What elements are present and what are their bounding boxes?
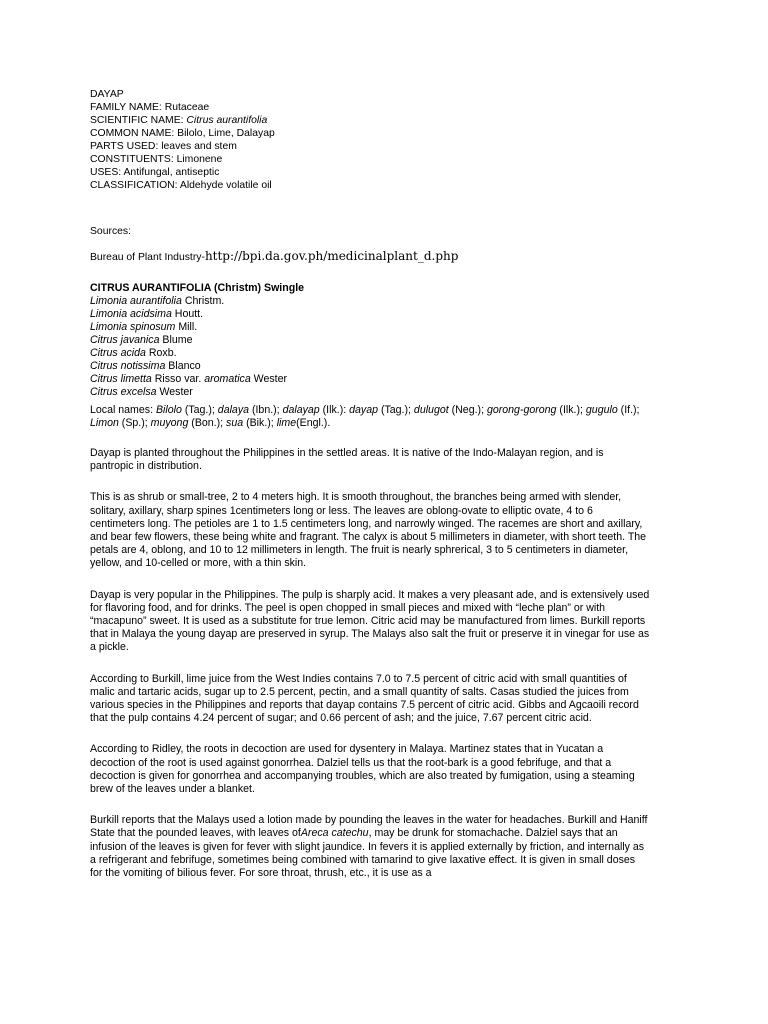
scientific-name-value: Citrus aurantifolia [186,115,268,126]
synonym-item [90,308,650,321]
common-name-label: COMMON NAME: [90,128,178,139]
parts-used-line [90,140,650,153]
synonym-item [90,321,650,334]
paragraph-leaves-part2: , may be drunk for stomachache. Dalziel says that an infusion of the leaves is given for fever with slight jaundice. In fevers it is applied externally by friction, and internally as a refrigerant and febrifuge, sometimes being combined with tamarind to give laxative effect. It is given in small doses for the vomiting of bilious fever. For sore throat, thrush, etc., it is use as a [90,827,645,880]
constituents-value: Limonene [176,154,223,165]
family-name-value: Rutaceae [164,102,210,113]
parts-used-label: PARTS USED: [90,141,162,152]
uses-line [90,166,650,179]
local-name-source: (Sp.); [118,417,151,429]
synonym-author: Houtt. [171,308,204,320]
source-bureau: Bureau of Plant Industry- [90,252,205,263]
paragraph-description: This is as shrub or small-tree, 2 to 4 meters high. It is smooth throughout, the branches being armed with slender, solitary, axillary, sharp spines 1centimeters long or less. The leaves are oblong-ovate to elliptic ovate, 4 to 6 centimeters long. The petioles are 1 to 1.5 centimeters long, and narrowly winged. The racemes are short and axillary, and bear few flowers, these being white and fragrant. The calyx is about 5 millimeters in diameter, with short teeth. The petals are 4, oblong, and 10 to 12 millimeters in length. The fruit is nearly sphrerical, 3 to 5 centimeters in diameter, yellow, and 10-celled or more, with a thin skin. [90,491,647,570]
synonym-author: Blume [159,334,193,346]
local-name-source: (Tag.); [181,404,218,416]
paragraph-distribution: Dayap is planted throughout the Philippines in the settled areas. It is native of the Indo-Malayan region, and is pantropic in distribution. [90,447,604,473]
synonym-author: Blanco [165,360,201,372]
local-name-source: (Bon.); [188,417,227,429]
synonym-author: Risso var. [151,373,205,385]
parts-used-value: leaves and stem [161,141,237,152]
constituents-line [90,153,650,166]
local-name-source: (Ilk.): [319,404,350,416]
common-name-line [90,127,650,140]
plant-info-block [90,88,650,192]
local-names [90,404,650,430]
synonym-variety-author: Wester [250,373,288,385]
paragraph-leaves [90,814,650,880]
classification-label: CLASSIFICATION: [90,180,180,191]
uses-label: USES: [90,167,124,178]
common-name-value: Bilolo, Lime, Dalayap [177,128,275,139]
synonym-name: Limonia acidsima [90,308,172,320]
synonym-list [90,295,650,399]
paragraph-leaves-part1: Burkill reports that the Malays used a lotion made by pounding the leaves in the water for headaches. Burkill and Haniff State that the pounded leaves, with leaves of [90,814,648,840]
local-name-source: (Ibn.); [249,404,283,416]
synonym-author: Christm. [181,295,225,307]
synonym-name: Citrus notissima [90,360,166,372]
local-name: sua [226,417,244,429]
paragraph-leaves-species: Areca catechu [300,827,369,840]
classification-line [90,179,650,192]
synonym-variety: aromatica [204,373,251,385]
synonym-item [90,334,650,347]
source-url-link[interactable]: http://bpi.da.gov.ph/medicinalplant_d.php [204,249,459,263]
local-name: Bilolo [155,404,182,416]
synonym-item [90,295,650,308]
synonym-author: Mill. [175,321,198,333]
local-names-label: Local names: [90,404,156,416]
local-name: dalayap [282,404,320,416]
synonym-item [90,347,650,360]
synonym-author: Roxb. [145,347,177,359]
scientific-name-line [90,114,650,127]
document-page [90,88,650,880]
local-name: gorong-gorong [486,404,557,416]
constituents-label: CONSTITUENTS: [90,154,177,165]
local-name-source: (Tag.); [378,404,414,416]
local-name: dalaya [217,404,250,416]
local-name: muyong [150,417,189,429]
sources-line [90,248,650,266]
synonym-item [90,360,650,373]
synonym-name: Citrus javanica [90,334,160,346]
paragraph-composition: According to Burkill, lime juice from the West Indies contains 7.0 to 7.5 percent of citric acid with small quantities of malic and tartaric acids, sugar up to 2.5 percent, pectin, and a small quantity of salts. Casas studied the juices from various species in the Philippines and reports that dayap contains 7.5 percent of citric acid. Gibbs and Agcaoili record that the pulp contains 4.24 percent of sugar; and 0.66 percent of ash; and the juice, 7.67 percent citric acid. [90,672,639,725]
classification-value: Aldehyde volatile oil [179,180,272,191]
local-name-source: (Neg.); [448,404,487,416]
local-name: gugulo [585,404,618,416]
local-name-source: (If.); [617,404,640,416]
local-name: dayap [349,404,378,416]
local-name-source: (Bik.); [243,417,277,429]
scientific-name-label: SCIENTIFIC NAME: [90,115,187,126]
local-name-source: (Engl.). [296,417,331,429]
synonym-item [90,386,650,399]
paragraph-roots: According to Ridley, the roots in decoction are used for dysentery in Malaya. Martinez states that in Yucatan a decoction of the root is used against gonorrhea. Dalziel tells us that the root-bark is a good febrifuge, and that a decoction is given for gonorrhea and accompanying troubles, which are also treated by fumigation, using a steaming brew of the leaves under a blanket. [90,743,635,796]
synonym-author: Wester [156,386,193,398]
plant-title: DAYAP [90,89,124,100]
synonym-item [90,373,650,386]
family-name-label: FAMILY NAME: [90,102,165,113]
synonym-name: Citrus limetta [90,373,152,385]
family-name-line [90,101,650,114]
sources-label: Sources: [90,226,132,237]
local-name: dulugot [413,404,449,416]
synonym-name: Citrus excelsa [90,386,157,398]
local-name: lime [276,417,297,429]
paragraph-uses: Dayap is very popular in the Philippines. The pulp is sharply acid. It makes a very pleasant ade, and is extensively used for flavoring food, and for drinks. The peel is open chopped in small pieces and mixed with “leche plan” or with “macapuno” sweet. It is used as a substitute for true lemon. Citric acid may be manufactured from limes. Burkill reports that in Malaya the young dayap are preserved in syrup. The Malays also salt the fruit or preserve it in vinegar for use as a pickle. [90,588,650,654]
synonym-name: Limonia aurantifolia [90,295,182,307]
uses-value: Antifungal, antiseptic [123,167,220,178]
local-name-source: (Ilk.); [556,404,586,416]
local-name: Limon [90,417,119,429]
synonym-name: Citrus acida [90,347,146,359]
synonym-name: Limonia spinosum [90,321,176,333]
species-title: CITRUS AURANTIFOLIA (Christm) Swingle [90,282,305,294]
